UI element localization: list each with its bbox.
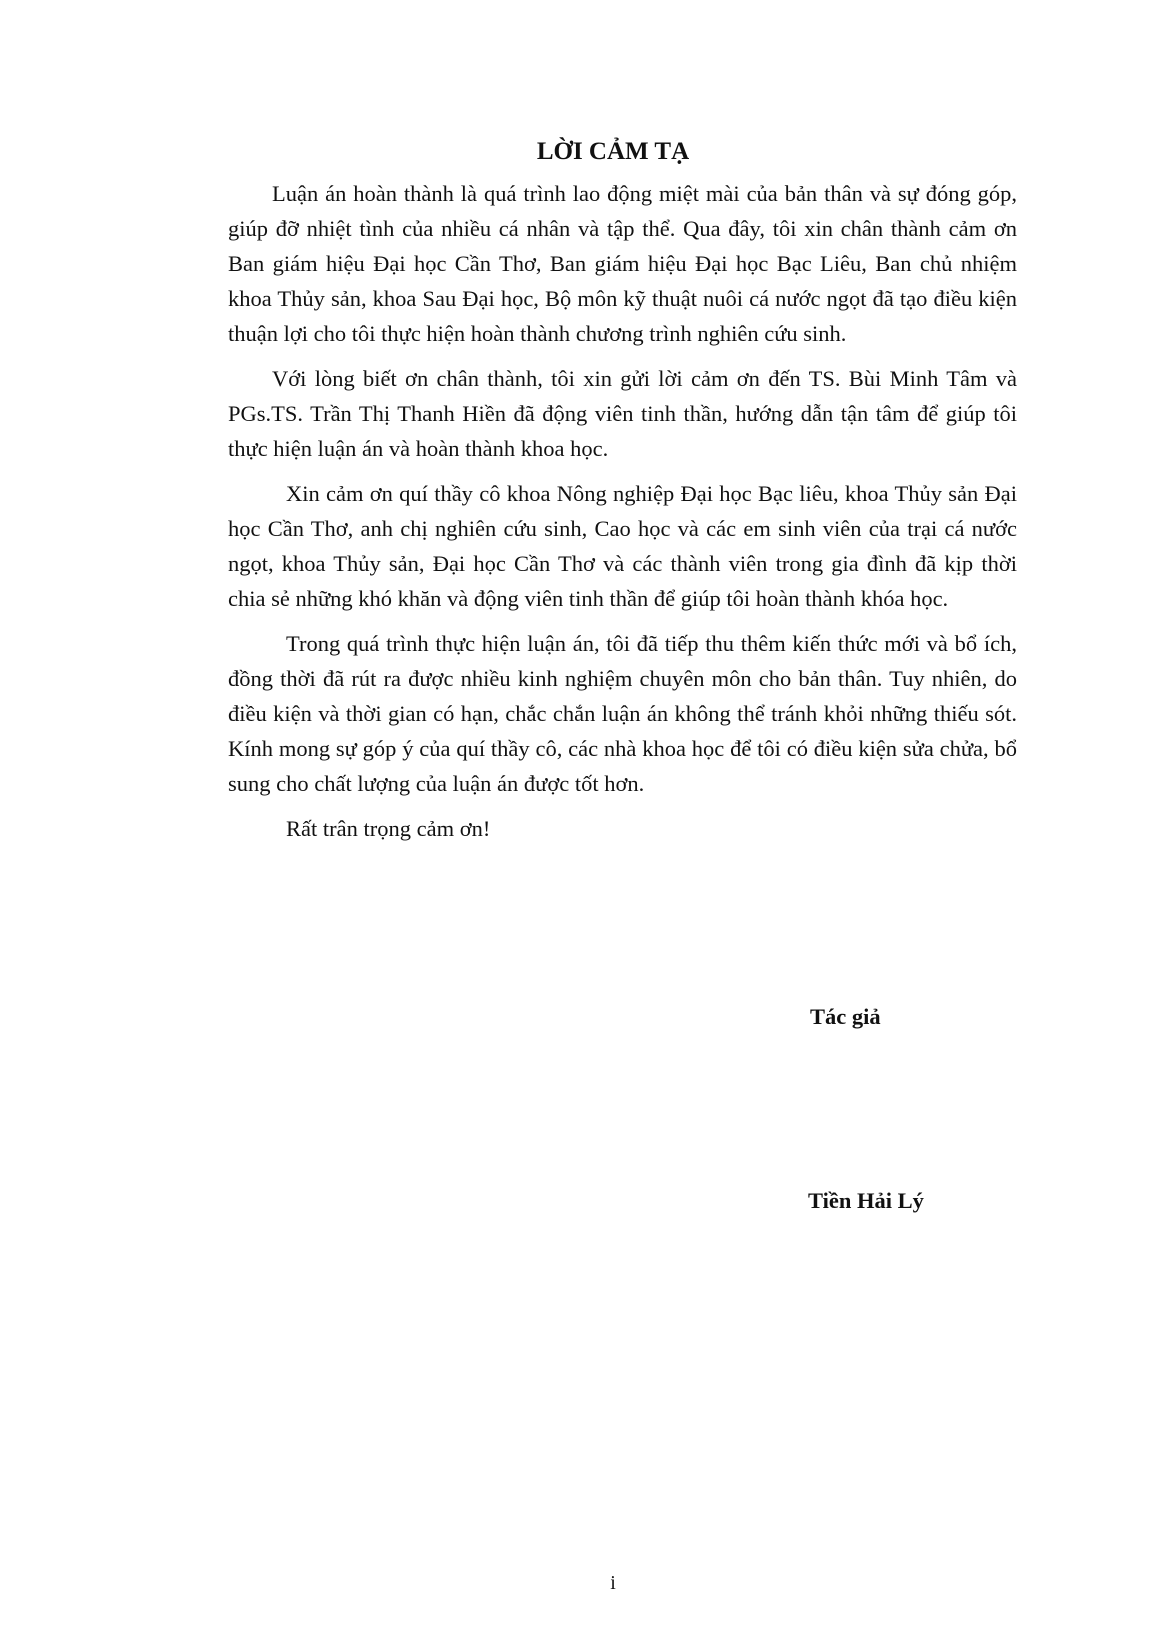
author-label: Tác giả — [810, 1004, 881, 1029]
paragraph-1: Luận án hoàn thành là quá trình lao động miệt mài của bản thân và sự đóng góp, giúp đỡ nhiệt tình của nhiều cá nhân và tập thể. Qua đây, tôi xin chân thành cảm ơn Ban giám hiệu Đại học Cần Thơ, Ban giám hiệu Đại học Bạc Liêu, Ban chủ nhiệm khoa Thủy sản, khoa Sau Đại học, Bộ môn kỹ thuật nuôi cá nước ngọt đã tạo điều kiện thuận lợi cho tôi thực hiện hoàn thành chương trình nghiên cứu sinh. — [228, 181, 1017, 346]
paragraph-3: Xin cảm ơn quí thầy cô khoa Nông nghiệp Đại học Bạc liêu, khoa Thủy sản Đại học Cần Thơ, anh chị nghiên cứu sinh, Cao học và các em sinh viên của trại cá nước ngọt, khoa Thủy sản, Đại học Cần Thơ và các thành viên trong gia đình đã kịp thời chia sẻ những khó khăn và động viên tinh thần để giúp tôi hoàn thành khóa học. — [228, 481, 1017, 611]
acknowledgement-body — [228, 176, 1017, 856]
page-title: LỜI CẢM TẠ — [536, 138, 690, 165]
author-name: Tiền Hải Lý — [808, 1188, 924, 1213]
page-number: i — [610, 1572, 616, 1594]
paragraph-2: Với lòng biết ơn chân thành, tôi xin gửi lời cảm ơn đến TS. Bùi Minh Tâm và PGs.TS. Trần Thị Thanh Hiền đã động viên tinh thần, hướng dẫn tận tâm để giúp tôi thực hiện luận án và hoàn thành khoa học. — [228, 366, 1017, 461]
paragraph-4: Trong quá trình thực hiện luận án, tôi đã tiếp thu thêm kiến thức mới và bổ ích, đồng thời đã rút ra được nhiều kinh nghiệm chuyên môn cho bản thân. Tuy nhiên, do điều kiện và thời gian có hạn, chắc chắn luận án không thể tránh khỏi những thiếu sót. Kính mong sự góp ý của quí thầy cô, các nhà khoa học để tôi có điều kiện sửa chửa, bổ sung cho chất lượng của luận án được tốt hơn. — [228, 631, 1017, 796]
paragraph-closing: Rất trân trọng cảm ơn! — [286, 816, 491, 841]
